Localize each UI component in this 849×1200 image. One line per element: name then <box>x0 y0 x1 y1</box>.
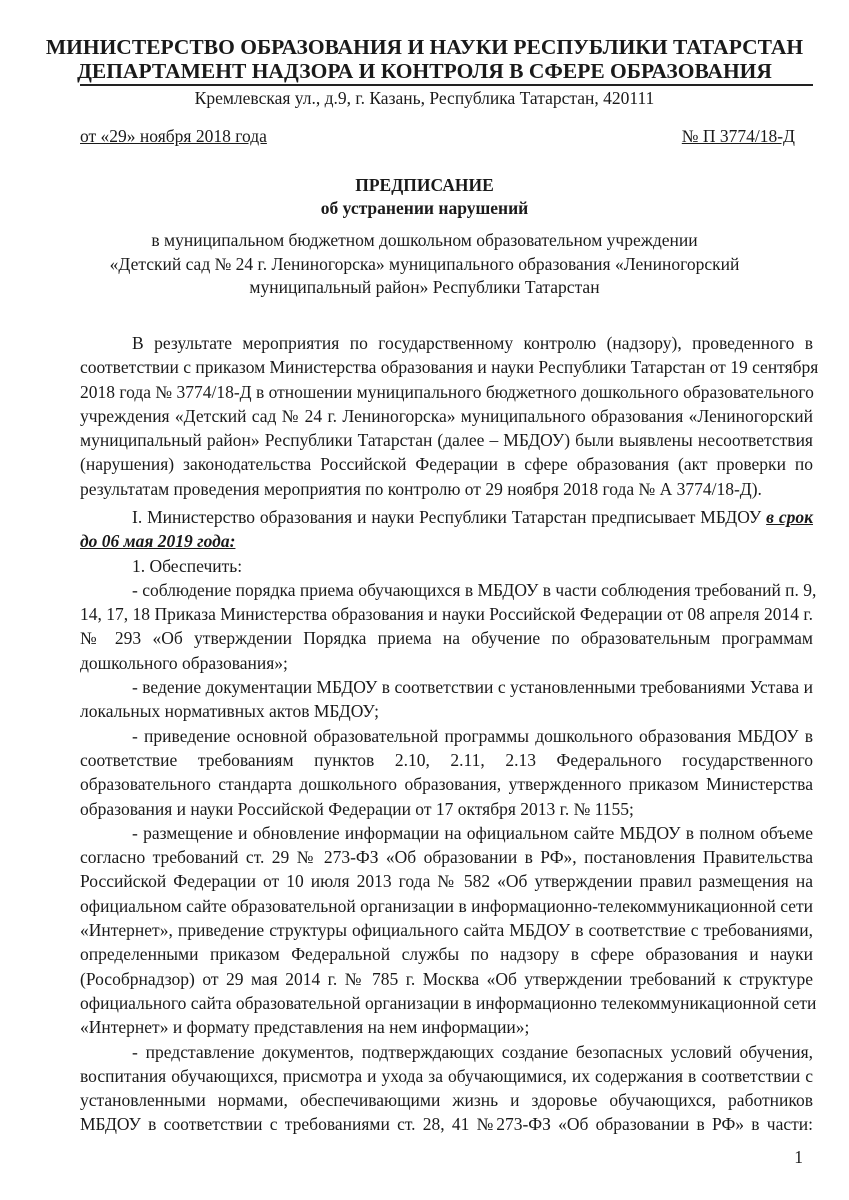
document-number: № П 3774/18-Д <box>681 126 795 146</box>
text-line: образовательного стандарта дошкольного образования, утвержденного приказом Министерства <box>80 774 813 795</box>
text-line: дошкольного образования»; <box>80 652 288 673</box>
text-line: установленными нормами, обеспечивающими жизнь и здоровье обучающихся, работников <box>80 1090 813 1111</box>
text-line: соответствие требованиям пунктов 2.10, 2.11, 2.13 Федерального государственного <box>80 749 813 770</box>
text-line: 14, 17, 18 Приказа Министерства образования и науки Российской Федерации от 08 апреля 2014 г. <box>80 604 813 625</box>
text-line: В результате мероприятия по государственному контролю (надзору), проведенного в <box>132 333 813 353</box>
text-line: (Рособрнадзор) от 29 мая 2014 г. № 785 г. Москва «Об утверждении требований к структуре <box>80 968 813 989</box>
address: Кремлевская ул., д.9, г. Казань, Республика Татарстан, 420111 <box>194 88 655 108</box>
deadline-emphasis: до 06 мая 2019 года: <box>80 531 236 552</box>
text-line: «Интернет», приведение структуры официального сайта МБДОУ в соответствие с требованиями, <box>80 920 813 941</box>
text-line: согласно требований ст. 29 № 273-ФЗ «Об образовании в РФ», постановления Правительства <box>80 847 813 868</box>
text-line: - ведение документации МБДОУ в соответствии с установленными требованиями Устава и <box>132 677 813 698</box>
text-line: - представление документов, подтверждающих создание безопасных условий обучения, <box>132 1041 813 1062</box>
text-line: соответствии с приказом Министерства образования и науки Республики Татарстан от 19 сентября <box>80 357 819 378</box>
text-line: 2018 года № 3774/18-Д в отношении муниципального бюджетного дошкольного образовательного <box>80 381 814 402</box>
text-line: образования и науки Российской Федерации от 17 октября 2013 г. № 1155; <box>80 798 634 819</box>
text-line: официального сайта образовательной организации в информационно телекоммуникационной сети <box>80 992 817 1013</box>
deadline-emphasis: в срок <box>766 507 813 527</box>
text-line: - приведение основной образовательной программы дошкольного образования МБДОУ в <box>132 725 813 746</box>
addressee-line: муниципальный район» Республики Татарстан <box>249 277 600 297</box>
addressee-line: в муниципальном бюджетном дошкольном образовательном учреждении <box>151 230 698 250</box>
text-line: № 293 «Об утверждении Порядка приема на обучение по образовательным программам <box>80 628 813 649</box>
addressee-line: «Детский сад № 24 г. Лениногорска» муниципального образования «Лениногорский <box>109 254 740 274</box>
text-line: 1. Обеспечить: <box>132 555 243 576</box>
page-number: 1 <box>794 1147 803 1167</box>
text-line: (нарушения) законодательства Российской Федерации в сфере образования (акт проверки по <box>80 454 813 475</box>
text-line: официальном сайте образовательной организации в информационно-телекоммуникационной сети <box>80 895 813 916</box>
document-title: ПРЕДПИСАНИЕ <box>355 175 494 195</box>
text-line: определенными приказом Федеральной службы по надзору в сфере образования и науки <box>80 944 813 965</box>
text-line: воспитания обучающихся, присмотра и ухода за обучающимися, их содержания в соответствии с <box>80 1065 813 1086</box>
text-line: результатам проведения мероприятия по контролю от 29 ноября 2018 года № А 3774/18-Д). <box>80 478 762 499</box>
text-line <box>80 505 813 529</box>
text-line: Российской Федерации от 10 июля 2013 года № 582 «Об утверждении правил размещения на <box>80 871 813 892</box>
text-line: локальных нормативных актов МБДОУ; <box>80 701 379 722</box>
department-name: ДЕПАРТАМЕНТ НАДЗОРА И КОНТРОЛЯ В СФЕРЕ ОБРАЗОВАНИЯ <box>77 59 772 83</box>
text-line: - размещение и обновление информации на официальном сайте МБДОУ в полном объеме <box>132 822 813 843</box>
intro-paragraph <box>80 331 819 501</box>
header-divider <box>80 84 813 86</box>
requirements-section <box>80 505 817 1137</box>
text-line <box>80 529 813 553</box>
ministry-name: МИНИСТЕРСТВО ОБРАЗОВАНИЯ И НАУКИ РЕСПУБЛИКИ ТАТАРСТАН <box>45 35 804 59</box>
text-line: «Интернет» и формату представления на нем информации»; <box>80 1017 530 1038</box>
text-line: - соблюдение порядка приема обучающихся в МБДОУ в части соблюдения требований п. 9, <box>132 579 817 600</box>
document-date: от «29» ноября 2018 года <box>80 126 267 146</box>
text-line: учреждения «Детский сад № 24 г. Лениногорска» муниципального образования «Лениногорский <box>80 405 813 426</box>
text-line: МБДОУ в соответствии с требованиями ст. 28, 41 №273-ФЗ «Об образовании в РФ» в части: <box>80 1114 813 1135</box>
text-segment: I. Министерство образования и науки Республики Татарстан предписывает МБДОУ <box>132 507 767 527</box>
text-line: муниципальный район» Республики Татарстан (далее – МБДОУ) были выявлены несоответствия <box>80 430 813 451</box>
document-subtitle: об устранении нарушений <box>320 198 529 218</box>
